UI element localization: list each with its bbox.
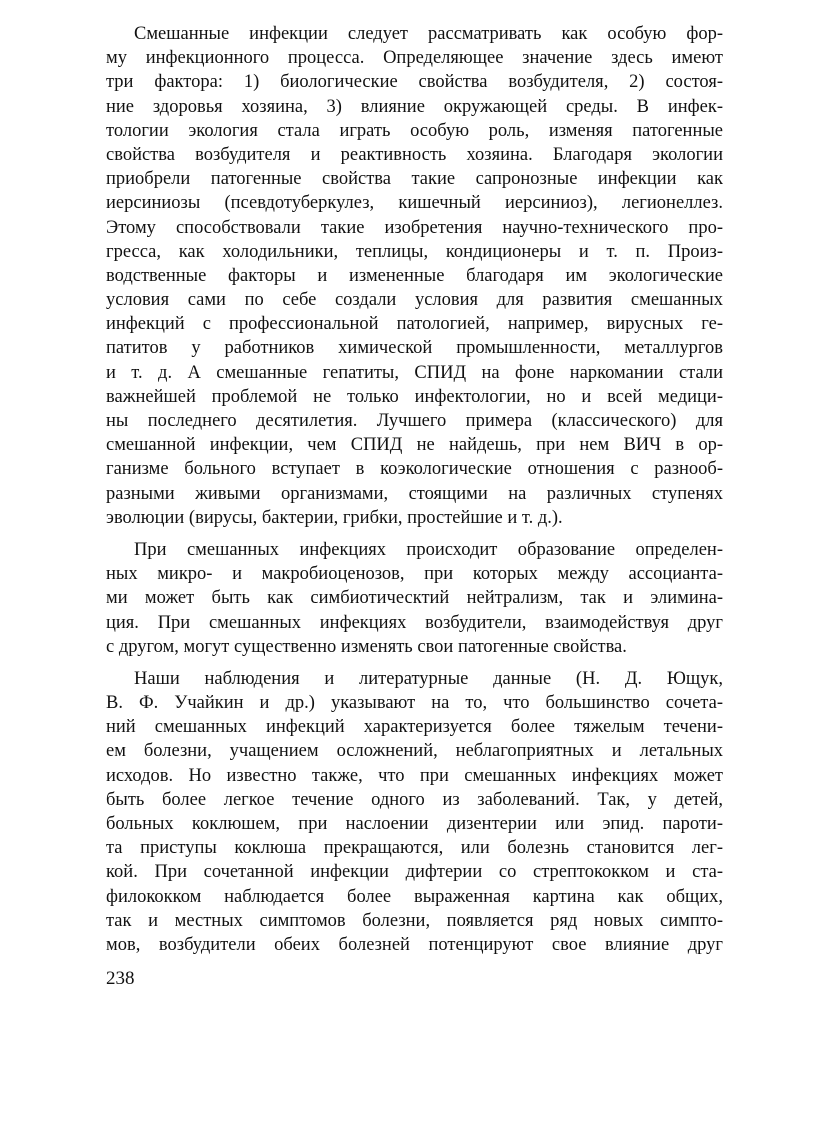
text-line: водственные факторы и измененные благодаря им экологические [106,265,723,286]
text-line: му инфекционного процесса. Определяющее значение здесь имеют [106,48,723,69]
text-line: ция. При смешанных инфекциях возбудители, взаимодействуя друг [106,612,723,633]
text-line: больных коклюшем, при наслоении дизентерии или эпид. пароти- [106,814,723,834]
text-line: разными живыми организмами, стоящими на различных ступенях [106,483,723,504]
text-line: гресса, как холодильники, теплицы, кондиционеры и т. п. Произ- [106,241,723,262]
text-line: та приступы коклюша прекращаются, или болезнь становится лег- [106,838,723,859]
text-line: ем болезни, учащением осложнений, неблагоприятных и летальных [106,741,723,762]
text-line: патитов у работников химической промышленности, металлургов [106,338,723,359]
text-line: три фактора: 1) биологические свойства возбудителя, 2) состоя- [106,72,723,93]
text-line: ных микро- и макробиоценозов, при которых между ассоцианта- [106,564,723,585]
text-line: Наши наблюдения и литературные данные (Н. Д. Ющук, [134,668,723,689]
text-line: эволюции (вирусы, бактерии, грибки, простейшие и т. д.). [106,507,563,528]
text-line: с другом, могут существенно изменять свои патогенные свойства. [106,636,627,657]
page-number: 238 [106,968,135,989]
text-line: ганизме больного вступает в коэкологические отношения с разнооб- [106,459,723,480]
text-line: инфекций с профессиональной патологией, например, вирусных ге- [106,314,723,335]
text-line: Этому способствовали такие изобретения научно-технического про- [106,217,723,238]
text-line: так и местных симптомов болезни, появляется ряд новых симпто- [106,910,723,931]
text-line: исходов. Но известно также, что при смешанных инфекциях может [106,765,723,786]
paragraph-2 [106,538,723,659]
text-line: условия сами по себе создали условия для развития смешанных [106,290,723,311]
text-line: При смешанных инфекциях происходит образование определен- [134,539,723,560]
paragraph-3 [106,667,723,957]
text-line: иерсиниозы (псевдотуберкулез, кишечный иерсиниоз), легионеллез. [106,193,723,214]
text-line: тологии экология стала играть особую роль, изменяя патогенные [106,120,723,141]
text-line: ние здоровья хозяина, 3) влияние окружающей среды. В инфек- [106,96,723,117]
page-body [106,22,723,965]
paragraph-1 [106,22,723,530]
text-line: смешанной инфекции, чем СПИД не найдешь, при нем ВИЧ в ор- [106,435,723,456]
text-line: быть более легкое течение одного из заболеваний. Так, у детей, [106,789,723,810]
text-line: филококком наблюдается более выраженная картина как общих, [106,886,723,907]
text-line: кой. При сочетанной инфекции дифтерии со стрептококком и ста- [106,862,723,883]
text-line: Смешанные инфекции следует рассматривать как особую фор- [134,24,723,44]
text-line: В. Ф. Учайкин и др.) указывают на то, что большинство сочета- [106,693,723,714]
text-line: свойства возбудителя и реактивность хозяина. Благодаря экологии [106,144,723,165]
text-line: приобрели патогенные свойства такие сапронозные инфекции как [106,169,723,190]
text-line: важнейшей проблемой не только инфектологии, но и всей медици- [106,386,723,407]
text-line: мов, возбудители обеих болезней потенцируют свое влияние друг [106,934,723,955]
text-line: ны последнего десятилетия. Лучшего примера (классического) для [106,411,723,431]
text-line: ми может быть как симбиотическтий нейтрализм, так и элимина- [106,588,723,609]
text-line: ний смешанных инфекций характеризуется более тяжелым течени- [106,717,723,738]
text-line: и т. д. А смешанные гепатиты, СПИД на фоне наркомании стали [106,362,723,383]
